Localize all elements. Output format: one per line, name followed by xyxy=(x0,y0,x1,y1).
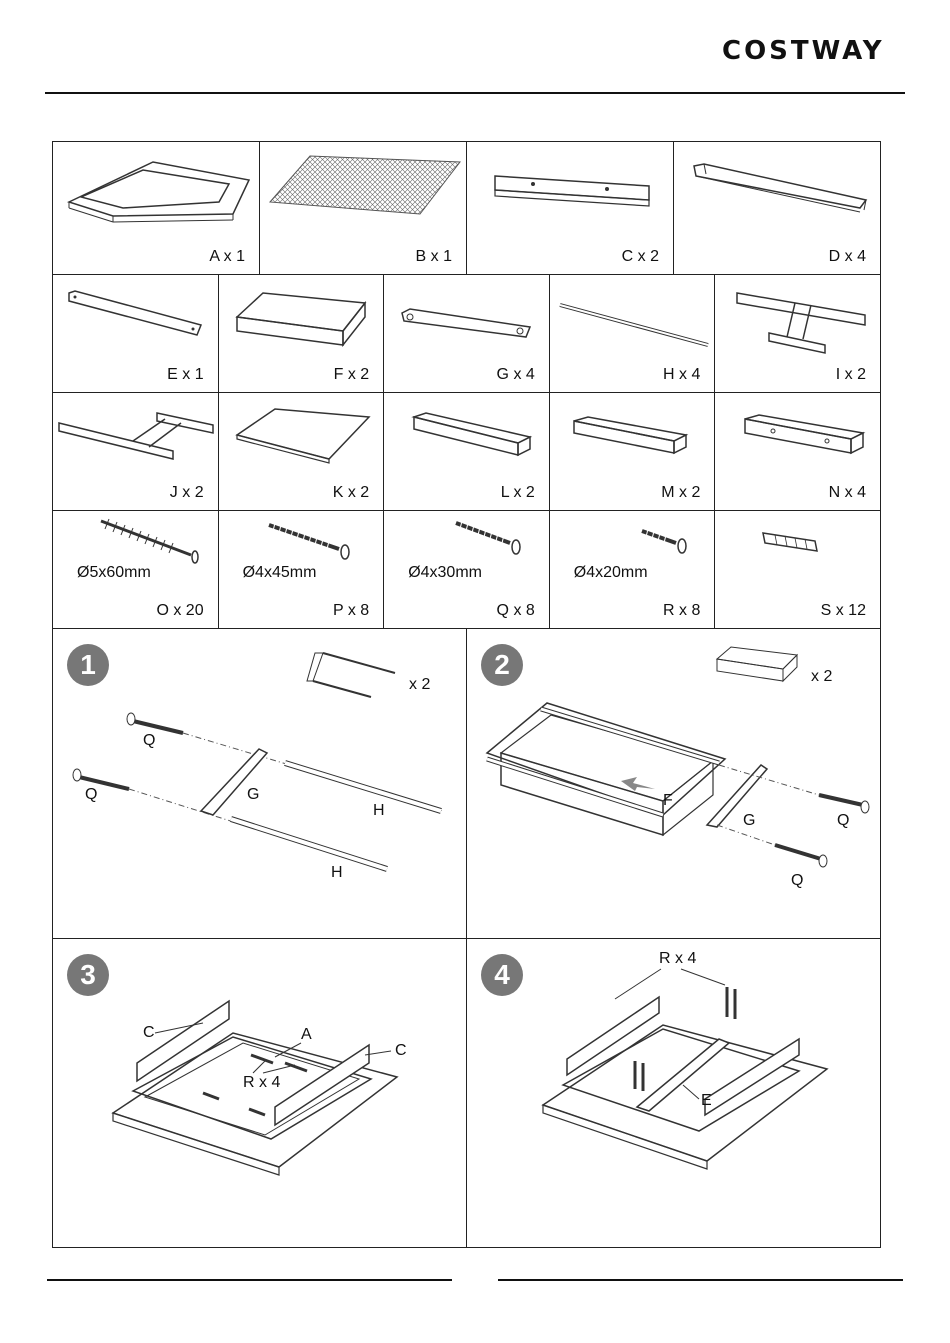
part-j xyxy=(53,393,219,510)
qty-label: x 2 xyxy=(409,676,431,693)
step-4-diagram xyxy=(467,939,882,1247)
part-n xyxy=(715,393,880,510)
part-label: N x 4 xyxy=(828,484,866,501)
part-g xyxy=(384,275,550,392)
part-label: Q x 8 xyxy=(496,602,535,619)
step-4 xyxy=(467,939,882,1247)
step-2-diagram xyxy=(467,629,882,938)
part-f xyxy=(219,275,385,392)
part-c xyxy=(467,142,674,274)
parts-row-4 xyxy=(53,511,880,629)
parts-row-3 xyxy=(53,393,880,511)
part-o xyxy=(53,511,219,628)
footer-rule-left xyxy=(47,1279,452,1281)
drawer-box-icon xyxy=(717,647,797,681)
bolt-icon xyxy=(819,795,869,813)
label-q: Q xyxy=(837,812,850,829)
part-dimension: Ø4x20mm xyxy=(573,564,648,581)
part-label: I x 2 xyxy=(835,366,866,383)
bolt-icon xyxy=(775,845,827,867)
part-label: O x 20 xyxy=(156,602,204,619)
label-c: C xyxy=(395,1042,407,1059)
part-m xyxy=(550,393,716,510)
part-label: G x 4 xyxy=(496,366,535,383)
parts-row-2 xyxy=(53,275,880,393)
part-label: A x 1 xyxy=(209,248,245,265)
part-label: K x 2 xyxy=(332,484,370,501)
label-c: C xyxy=(143,1024,155,1041)
part-p xyxy=(219,511,385,628)
step-number-badge: 3 xyxy=(67,954,109,996)
label-e: E xyxy=(701,1092,712,1109)
part-k xyxy=(219,393,385,510)
part-q xyxy=(384,511,550,628)
part-label: B x 1 xyxy=(415,248,452,265)
part-label: R x 8 xyxy=(663,602,701,619)
step-number-badge: 2 xyxy=(481,644,523,686)
instruction-sheet xyxy=(52,141,881,1248)
qty-label: x 2 xyxy=(811,668,833,685)
part-label: E x 1 xyxy=(167,366,204,383)
label-h: H xyxy=(331,864,343,881)
label-a: A xyxy=(301,1026,312,1043)
label-r: R x 4 xyxy=(243,1074,281,1091)
part-label: M x 2 xyxy=(661,484,701,501)
step-number-badge: 1 xyxy=(67,644,109,686)
parts-row-1 xyxy=(53,142,880,275)
bolt-icon xyxy=(73,769,129,789)
step-number-badge: 4 xyxy=(481,954,523,996)
label-f: F xyxy=(663,792,673,809)
label-g: G xyxy=(247,786,260,803)
step-3 xyxy=(53,939,466,1247)
bolt-icon xyxy=(127,713,183,733)
step-1-diagram xyxy=(53,629,466,938)
label-h: H xyxy=(373,802,385,819)
step-1 xyxy=(53,629,466,938)
part-d xyxy=(674,142,880,274)
part-a xyxy=(53,142,260,274)
label-g: G xyxy=(743,812,756,829)
part-r xyxy=(550,511,716,628)
part-dimension: Ø4x30mm xyxy=(408,564,482,581)
step-3-diagram xyxy=(53,939,466,1247)
assembly-steps xyxy=(53,629,880,1247)
header-rule xyxy=(45,92,905,94)
brand-logo: COSTWAY xyxy=(722,36,885,66)
part-label: S x 12 xyxy=(820,602,866,619)
step-2 xyxy=(467,629,882,938)
part-label: H x 4 xyxy=(663,366,701,383)
label-q: Q xyxy=(791,872,804,889)
part-label: F x 2 xyxy=(333,366,370,383)
label-q: Q xyxy=(143,732,156,749)
part-b xyxy=(260,142,467,274)
footer-rule-right xyxy=(498,1279,903,1281)
part-i xyxy=(715,275,880,392)
part-label: C x 2 xyxy=(621,248,659,265)
label-q: Q xyxy=(85,786,98,803)
bracket-icon xyxy=(307,653,395,697)
part-label: D x 4 xyxy=(828,248,866,265)
part-l xyxy=(384,393,550,510)
part-label: L x 2 xyxy=(500,484,535,501)
part-dimension: Ø5x60mm xyxy=(77,564,151,581)
part-dimension: Ø4x45mm xyxy=(242,564,317,581)
part-e xyxy=(53,275,219,392)
part-h xyxy=(550,275,716,392)
part-label: J x 2 xyxy=(169,484,204,501)
label-r: R x 4 xyxy=(659,950,697,967)
part-label: P x 8 xyxy=(333,602,370,619)
part-s xyxy=(715,511,880,628)
